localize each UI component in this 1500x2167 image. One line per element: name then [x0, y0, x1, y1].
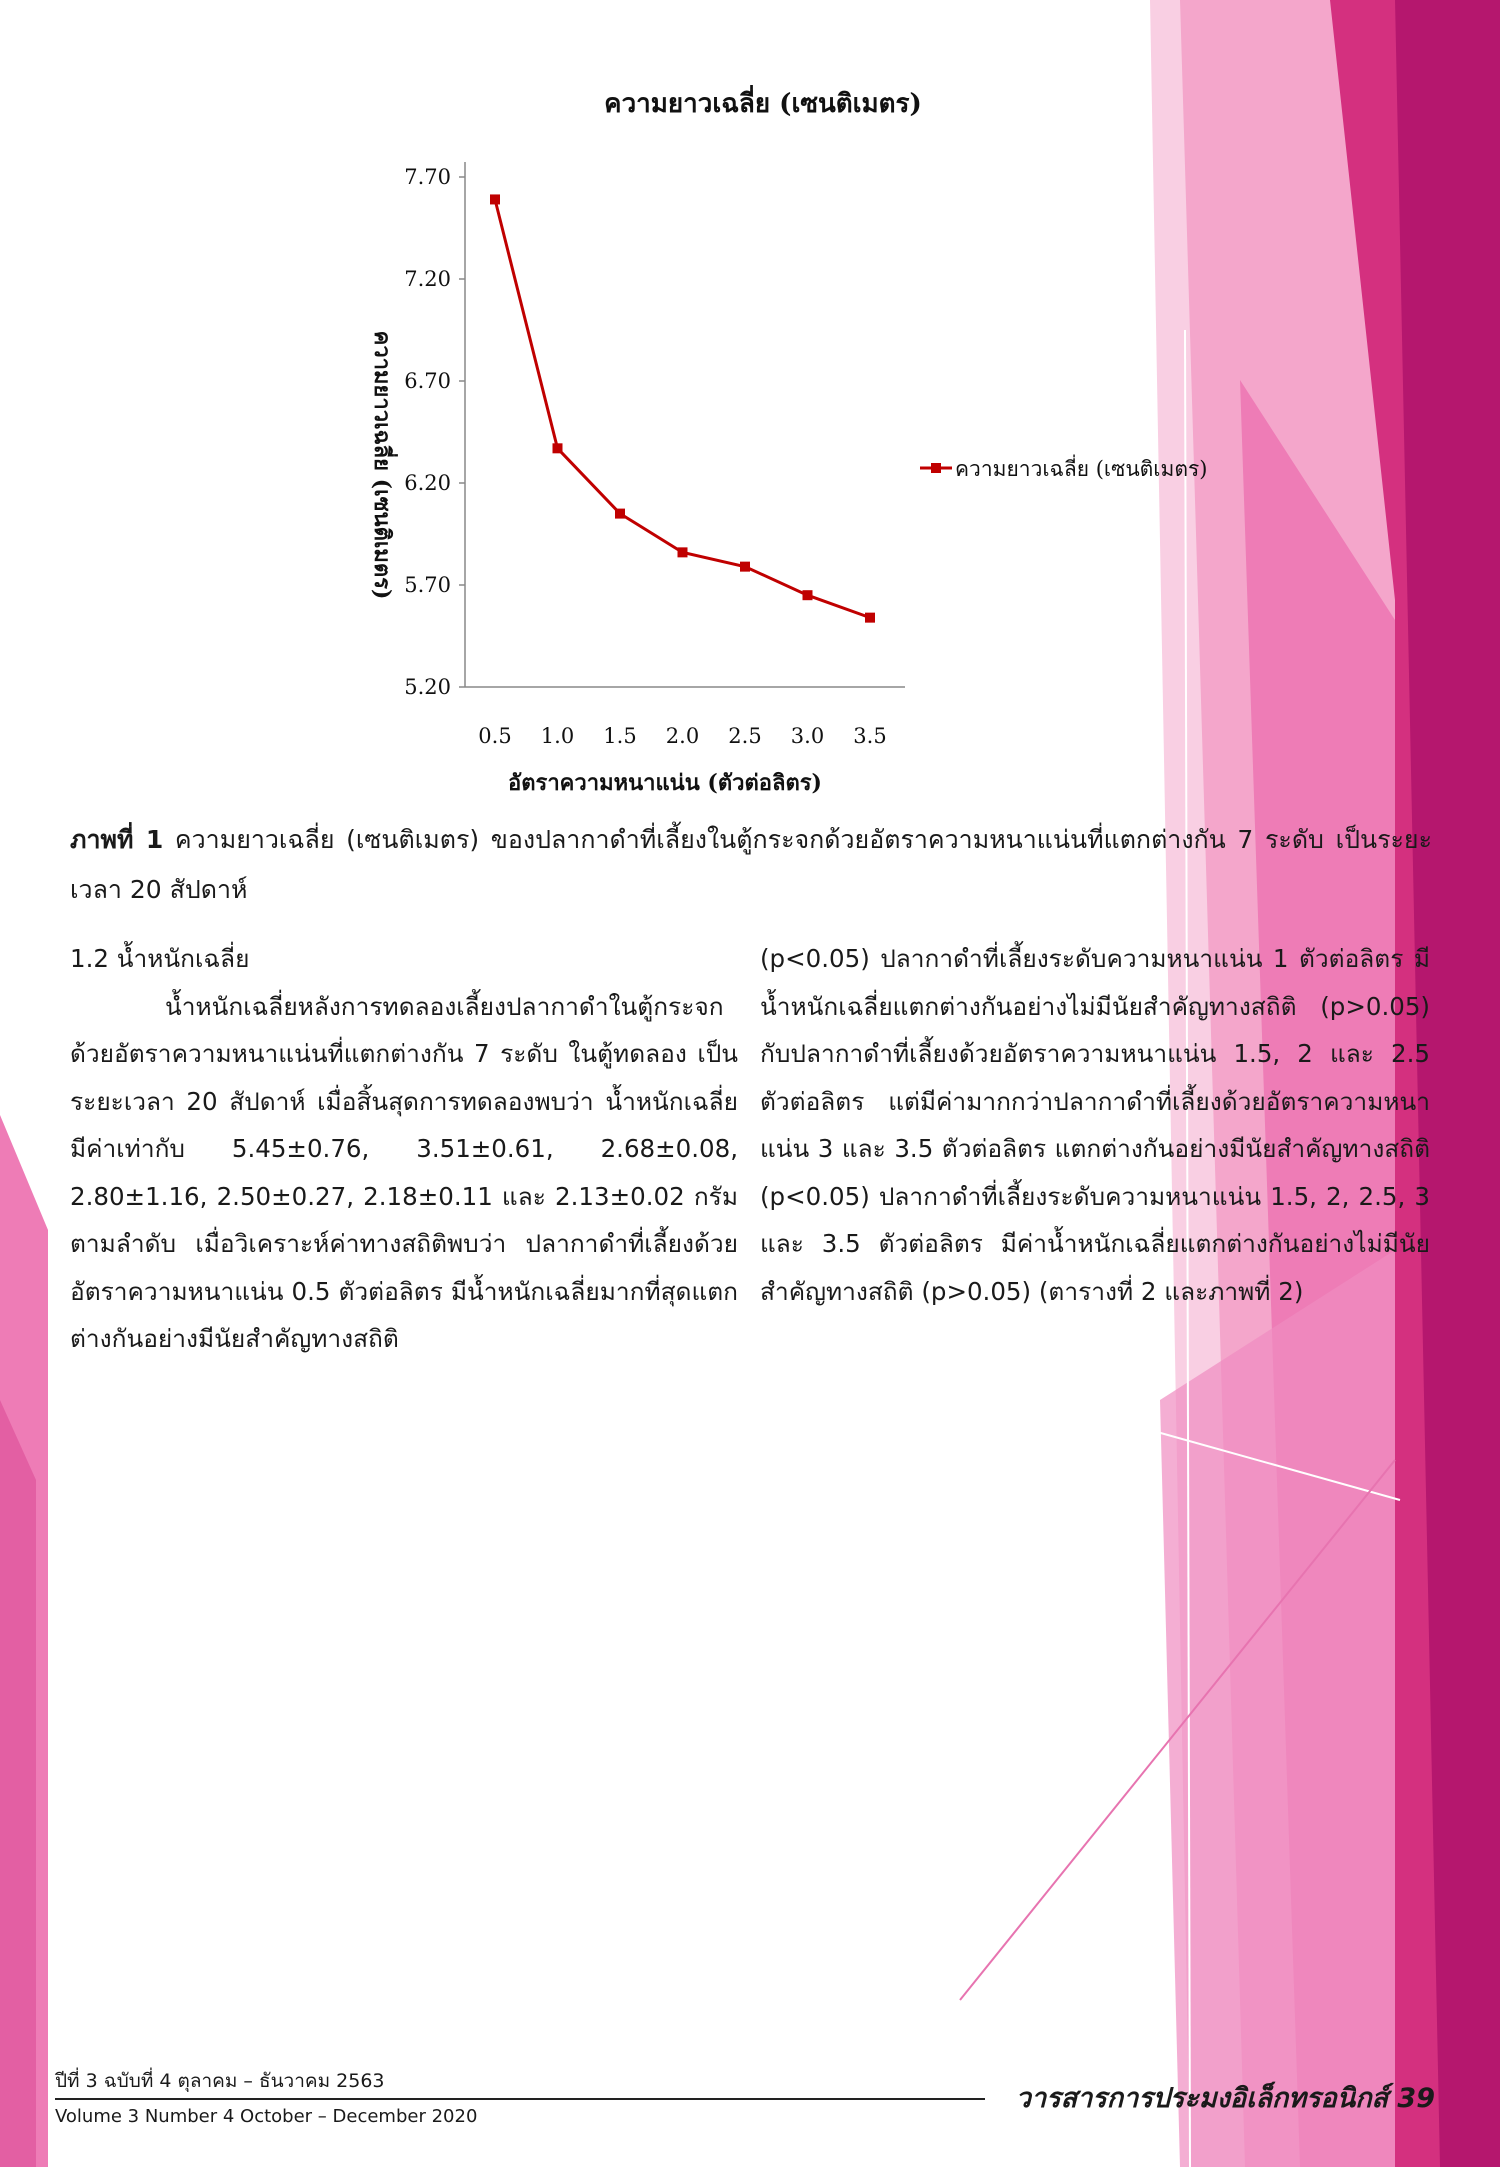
issue-thai: ปีที่ 3 ฉบับที่ 4 ตุลาคม – ธันวาคม 2563 — [55, 2070, 385, 2092]
x-tick-label: 2.0 — [665, 724, 700, 748]
x-axis-label: อัตราความหนาแน่น (ตัวต่อลิตร) — [508, 770, 822, 796]
data-point — [740, 562, 750, 572]
legend — [920, 454, 1207, 481]
y-tick-label: 7.20 — [404, 267, 451, 291]
x-tick-label: 1.0 — [540, 724, 575, 748]
data-point — [490, 194, 500, 204]
x-tick-label: 3.0 — [790, 724, 825, 748]
right-paragraph: (p<0.05) ปลากาดำที่เลี้ยงระดับความหนาแน่น 1 ตัวต่อลิตร มีน้ำหนักเฉลี่ยแตกต่างกันอย่างไม่มีนัยสำคัญทางสถิติ (p>0.05) กับปลากาดำที่เลี้ยงด้วยอัตราความหนาแน่น 1.5, 2 และ 2.5 ตัวต่อลิตร แต่มีค่ามากกว่าปลากาดำที่เลี้ยงด้วยอัตราความหนาแน่น 3 และ 3.5 ตัวต่อลิตร แตกต่างกันอย่างมีนัยสำคัญทางสถิติ (p<0.05) ปลากาดำที่เลี้ยงระดับความหนาแน่น 1.5, 2, 2.5, 3 และ 3.5 ตัวต่อลิตร มีค่าน้ำหนักเฉลี่ยแตกต่างกันอย่างไม่มีนัยสำคัญทางสถิติ (p>0.05) (ตารางที่ 2 และภาพที่ 2) — [760, 944, 1430, 1306]
data-point — [803, 590, 813, 600]
x-tick-label: 1.5 — [603, 724, 637, 748]
issue-english: Volume 3 Number 4 October – December 2020 — [55, 2106, 478, 2127]
x-tick-label: 3.5 — [853, 724, 887, 748]
caption-label: ภาพที่ 1 — [70, 825, 164, 854]
y-axis-label: ความยาวเฉลี่ย (เซนติเมตร) — [369, 330, 395, 600]
figure-caption — [70, 815, 1432, 915]
caption-text: ความยาวเฉลี่ย (เซนติเมตร) ของปลากาดำที่เลี้ยงในตู้กระจกด้วยอัตราความหนาแน่นที่แตกต่างกัน 7 ระดับ เป็นระยะเวลา 20 สัปดาห์ — [70, 825, 1433, 904]
footer-rule — [55, 2098, 985, 2100]
line-chart — [330, 80, 1230, 810]
y-tick-label: 6.70 — [404, 369, 451, 393]
x-tick-label: 0.5 — [478, 724, 512, 748]
section-heading: 1.2 น้ำหนักเฉลี่ย — [70, 944, 250, 973]
left-paragraph: น้ำหนักเฉลี่ยหลังการทดลองเลี้ยงปลากาดำในตู้กระจกด้วยอัตราความหนาแน่นที่แตกต่างกัน 7 ระดับ ในตู้ทดลอง เป็นระยะเวลา 20 สัปดาห์ เมื่อสิ้นสุดการทดลองพบว่า น้ำหนักเฉลี่ยมีค่าเท่ากับ 5.45±0.76, 3.51±0.61, 2.68±0.08, 2.80±1.16, 2.50±0.27, 2.18±0.11 และ 2.13±0.02 กรัม ตามลำดับ เมื่อวิเคราะห์ค่าทางสถิติพบว่า ปลากาดำที่เลี้ยงด้วยอัตราความหนาแน่น 0.5 ตัวต่อลิตร มีน้ำหนักเฉลี่ยมากที่สุดแตกต่างกันอย่างมีนัยสำคัญทางสถิติ — [70, 991, 738, 1353]
data-point — [678, 547, 688, 557]
chart-canvas — [330, 80, 1230, 810]
left-column — [70, 935, 738, 1363]
data-point — [553, 443, 563, 453]
legend-label: ความยาวเฉลี่ย (เซนติเมตร) — [955, 457, 1208, 481]
data-point — [615, 509, 625, 519]
journal-name-page-number: วารสารการประมงอิเล็กทรอนิกส์ 39 — [1015, 2083, 1435, 2114]
y-tick-label: 5.20 — [404, 675, 451, 699]
legend-marker — [931, 463, 941, 473]
y-tick-label: 5.70 — [404, 573, 451, 597]
data-point — [865, 613, 875, 623]
x-tick-label: 2.5 — [728, 724, 762, 748]
chart-title: ความยาวเฉลี่ย (เซนติเมตร) — [604, 89, 922, 119]
page-footer — [55, 2066, 1435, 2146]
right-column — [760, 935, 1430, 1315]
y-tick-label: 6.20 — [404, 471, 451, 495]
y-tick-label: 7.70 — [404, 165, 451, 189]
